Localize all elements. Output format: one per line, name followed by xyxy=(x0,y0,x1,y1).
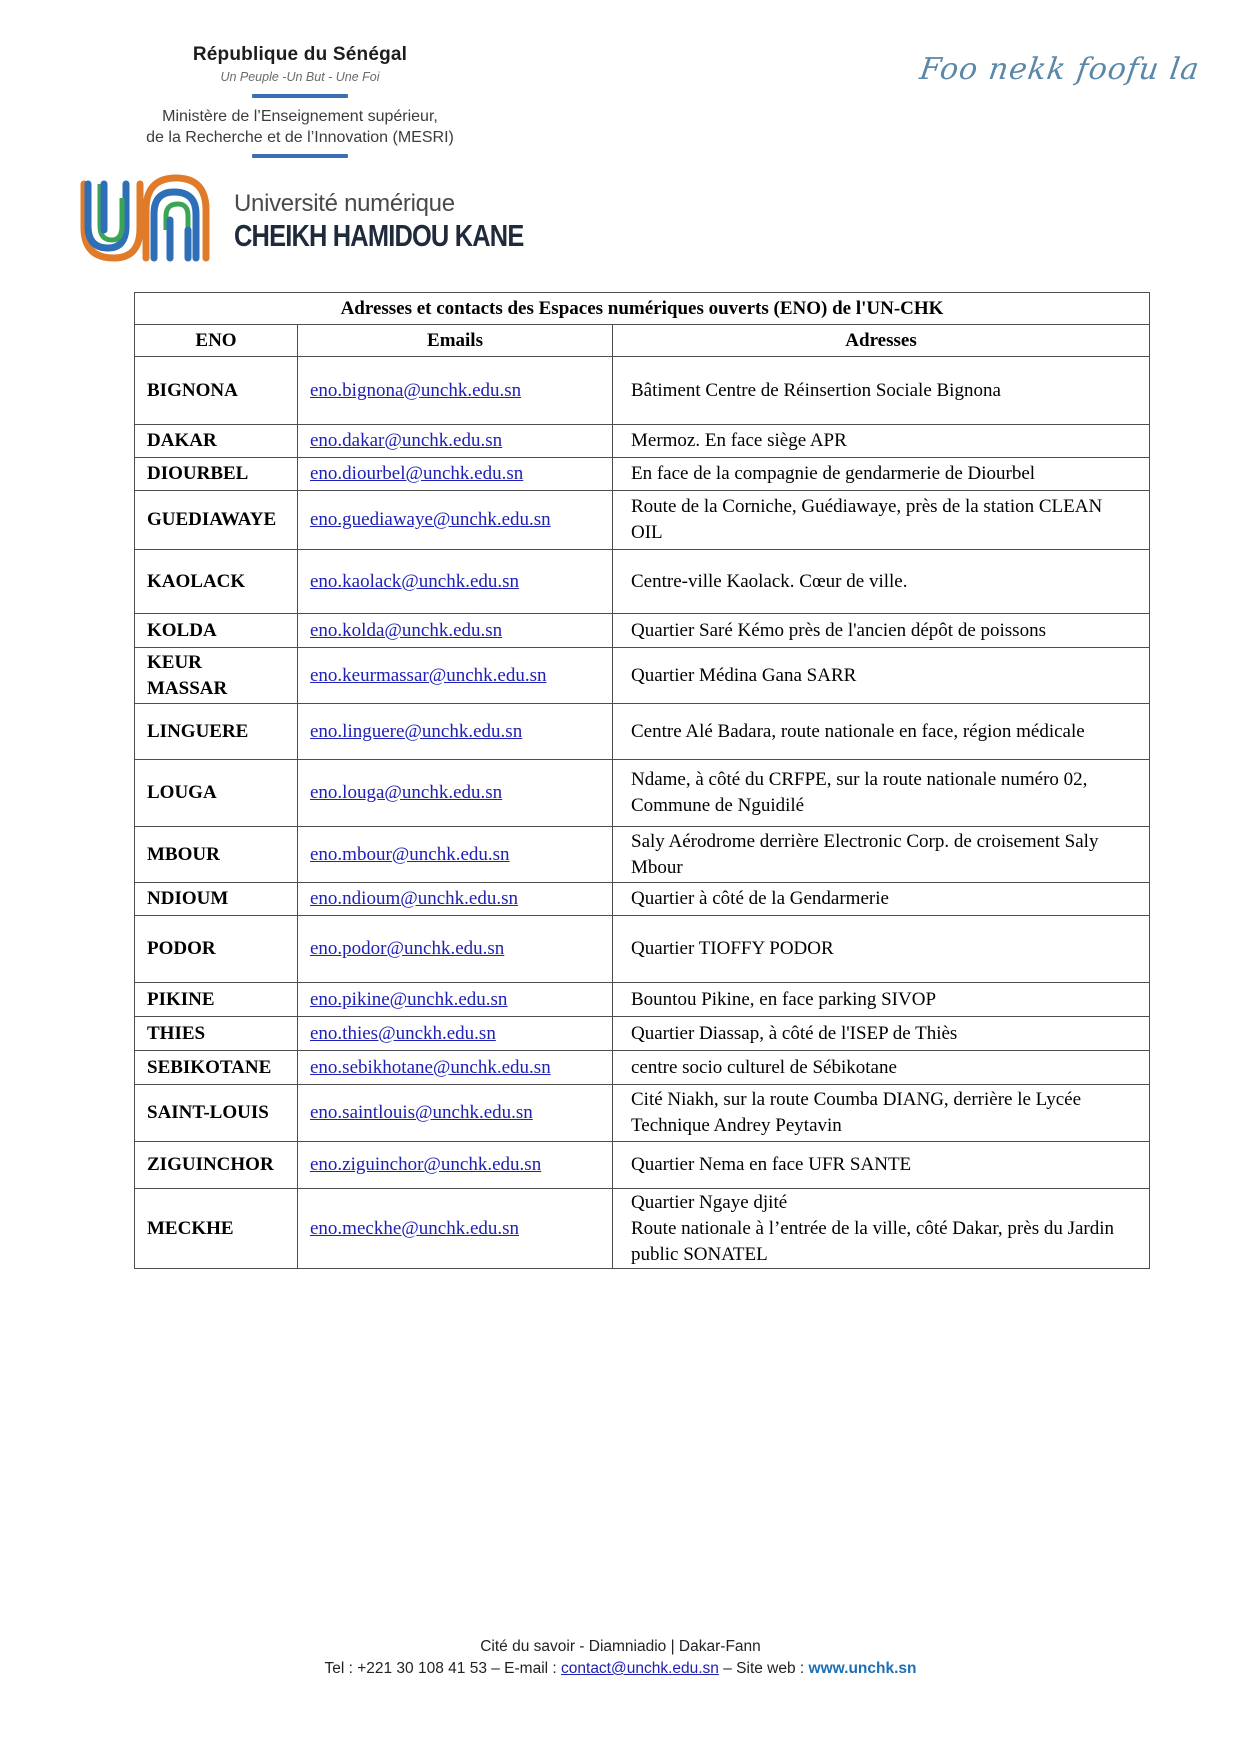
table-row xyxy=(135,704,1150,760)
email-link[interactable]: eno.kaolack@unchk.edu.sn xyxy=(310,570,520,592)
email-link[interactable]: eno.pikine@unchk.edu.sn xyxy=(310,988,508,1010)
footer xyxy=(0,1636,1241,1680)
table-row xyxy=(135,983,1150,1017)
address-cell xyxy=(613,1189,1150,1269)
email-link[interactable]: eno.meckhe@unchk.edu.sn xyxy=(310,1217,520,1239)
table-row xyxy=(135,648,1150,704)
eno-name: NDIOUM xyxy=(135,883,298,916)
table-row xyxy=(135,491,1150,550)
footer-email-link[interactable]: contact@unchk.edu.sn xyxy=(561,1660,719,1677)
eno-name: ZIGUINCHOR xyxy=(135,1142,298,1189)
footer-contact-line xyxy=(0,1658,1241,1680)
address-line: Quartier Diassap, à côté de l'ISEP de Thiès xyxy=(631,1022,958,1044)
address-cell xyxy=(613,1051,1150,1085)
address-cell xyxy=(613,491,1150,550)
divider xyxy=(252,154,348,158)
address-cell xyxy=(613,1142,1150,1189)
table-body xyxy=(135,357,1150,1269)
table-row xyxy=(135,357,1150,425)
national-motto: Un Peuple -Un But - Une Foi xyxy=(220,70,380,84)
email-link[interactable]: eno.louga@unchk.edu.sn xyxy=(310,782,503,803)
column-header-addresses: Adresses xyxy=(613,325,1150,357)
address-cell xyxy=(613,648,1150,704)
address-line: Ndame, à côté du CRFPE, sur la route nationale numéro 02, Commune de Nguidilé xyxy=(631,769,1088,816)
table-row xyxy=(135,883,1150,916)
email-link[interactable]: eno.bignona@unchk.edu.sn xyxy=(310,379,522,401)
email-cell xyxy=(298,827,613,883)
email-cell xyxy=(298,357,613,425)
table-row xyxy=(135,916,1150,983)
divider xyxy=(252,94,348,98)
email-link[interactable]: eno.linguere@unchk.edu.sn xyxy=(310,720,523,742)
address-line: Quartier TIOFFY PODOR xyxy=(631,938,834,959)
address-line: En face de la compagnie de gendarmerie de Diourbel xyxy=(631,463,1036,484)
address-line: Route nationale à l’entrée de la ville, côté Dakar, près du Jardin public SONATEL xyxy=(631,1217,1115,1265)
email-link[interactable]: eno.kolda@unchk.edu.sn xyxy=(310,619,503,641)
footer-tel: Tel : +221 30 108 41 53 – E-mail : xyxy=(324,1660,562,1677)
eno-name: LINGUERE xyxy=(135,704,298,760)
address-cell xyxy=(613,550,1150,614)
footer-website-link[interactable]: www.unchk.sn xyxy=(808,1660,917,1677)
email-link[interactable]: eno.guediawaye@unchk.edu.sn xyxy=(310,509,551,530)
address-cell xyxy=(613,1017,1150,1051)
column-header-eno: ENO xyxy=(135,325,298,357)
address-line: Route de la Corniche, Guédiawaye, près de la station CLEAN OIL xyxy=(631,496,1103,543)
eno-name: LOUGA xyxy=(135,760,298,827)
table-row xyxy=(135,425,1150,458)
email-link[interactable]: eno.thies@unckh.edu.sn xyxy=(310,1022,496,1044)
address-cell xyxy=(613,458,1150,491)
email-cell xyxy=(298,1142,613,1189)
footer-site-label: – Site web : xyxy=(718,1660,809,1677)
email-link[interactable]: eno.diourbel@unchk.edu.sn xyxy=(310,463,524,484)
address-cell xyxy=(613,614,1150,648)
table-row xyxy=(135,1085,1150,1142)
government-header xyxy=(110,44,490,158)
address-line: Centre Alé Badara, route nationale en face, région médicale xyxy=(631,720,1085,742)
address-line: Quartier à côté de la Gendarmerie xyxy=(631,888,889,909)
email-cell xyxy=(298,425,613,458)
email-cell xyxy=(298,1085,613,1142)
eno-name: KAOLACK xyxy=(135,550,298,614)
email-cell xyxy=(298,1017,613,1051)
address-cell xyxy=(613,1085,1150,1142)
address-cell xyxy=(613,704,1150,760)
table-row xyxy=(135,1142,1150,1189)
address-line: Cité Niakh, sur la route Coumba DIANG, derrière le Lycée Technique Andrey Peytavin xyxy=(631,1089,1082,1136)
eno-name: GUEDIAWAYE xyxy=(135,491,298,550)
table-row xyxy=(135,1017,1150,1051)
address-cell xyxy=(613,916,1150,983)
eno-name: SAINT-LOUIS xyxy=(135,1085,298,1142)
email-link[interactable]: eno.dakar@unchk.edu.sn xyxy=(310,430,503,451)
address-line: Quartier Saré Kémo près de l'ancien dépôt de poissons xyxy=(631,619,1046,641)
eno-name: THIES xyxy=(135,1017,298,1051)
email-link[interactable]: eno.ziguinchor@unchk.edu.sn xyxy=(310,1154,542,1175)
eno-name: KOLDA xyxy=(135,614,298,648)
address-cell xyxy=(613,983,1150,1017)
email-link[interactable]: eno.ndioum@unchk.edu.sn xyxy=(310,888,518,909)
address-line: centre socio culturel de Sébikotane xyxy=(631,1056,897,1078)
republic-name: République du Sénégal xyxy=(192,44,408,65)
eno-name: PIKINE xyxy=(135,983,298,1017)
email-cell xyxy=(298,983,613,1017)
eno-name: PODOR xyxy=(135,916,298,983)
ministry-line-1: Ministère de l’Enseignement supérieur, xyxy=(162,108,438,125)
email-link[interactable]: eno.keurmassar@unchk.edu.sn xyxy=(310,664,547,686)
table-title: Adresses et contacts des Espaces numériques ouverts (ENO) de l'UN-CHK xyxy=(135,293,1150,325)
address-cell xyxy=(613,357,1150,425)
address-line: Quartier Médina Gana SARR xyxy=(631,664,857,686)
email-link[interactable]: eno.sebikhotane@unchk.edu.sn xyxy=(310,1056,551,1078)
address-cell xyxy=(613,827,1150,883)
email-cell xyxy=(298,1189,613,1269)
address-line: Quartier Ngaye djité xyxy=(631,1191,788,1213)
address-line: Bâtiment Centre de Réinsertion Sociale Bignona xyxy=(631,379,1001,401)
email-cell xyxy=(298,550,613,614)
un-logo-icon xyxy=(74,170,224,266)
eno-name: DAKAR xyxy=(135,425,298,458)
table-row xyxy=(135,458,1150,491)
address-line: Mermoz. En face siège APR xyxy=(631,430,847,451)
address-line: Saly Aérodrome derrière Electronic Corp. de croisement Saly Mbour xyxy=(631,830,1099,878)
table-row xyxy=(135,760,1150,827)
table-row xyxy=(135,1051,1150,1085)
university-name-line-2: CHEIKH HAMIDOU KANE xyxy=(234,218,524,253)
address-line: Bountou Pikine, en face parking SIVOP xyxy=(631,988,937,1010)
eno-name: KEUR MASSAR xyxy=(135,648,298,704)
email-cell xyxy=(298,1051,613,1085)
table-row xyxy=(135,827,1150,883)
address-line: Centre-ville Kaolack. Cœur de ville. xyxy=(631,570,908,592)
email-cell xyxy=(298,704,613,760)
email-cell xyxy=(298,614,613,648)
table-row xyxy=(135,614,1150,648)
email-link[interactable]: eno.podor@unchk.edu.sn xyxy=(310,938,505,959)
footer-address: Cité du savoir - Diamniadio | Dakar-Fann xyxy=(480,1638,761,1655)
university-logo xyxy=(74,170,524,270)
email-cell xyxy=(298,491,613,550)
slogan: Foo nekk foofu la xyxy=(917,52,1202,87)
address-cell xyxy=(613,883,1150,916)
address-cell xyxy=(613,425,1150,458)
email-cell xyxy=(298,648,613,704)
eno-name: DIOURBEL xyxy=(135,458,298,491)
ministry-line-2: de la Recherche et de l’Innovation (MESRI) xyxy=(146,129,454,146)
address-cell xyxy=(613,760,1150,827)
eno-name: SEBIKOTANE xyxy=(135,1051,298,1085)
email-cell xyxy=(298,883,613,916)
address-line: Quartier Nema en face UFR SANTE xyxy=(631,1154,912,1175)
eno-contacts-table xyxy=(134,292,1150,1269)
table-row xyxy=(135,550,1150,614)
column-header-emails: Emails xyxy=(298,325,613,357)
email-link[interactable]: eno.saintlouis@unchk.edu.sn xyxy=(310,1102,533,1123)
university-name-line-1: Université numérique xyxy=(234,190,455,217)
eno-name: MBOUR xyxy=(135,827,298,883)
email-cell xyxy=(298,458,613,491)
email-link[interactable]: eno.mbour@unchk.edu.sn xyxy=(310,843,510,865)
table-row xyxy=(135,1189,1150,1269)
eno-name: BIGNONA xyxy=(135,357,298,425)
eno-name: MECKHE xyxy=(135,1189,298,1269)
email-cell xyxy=(298,916,613,983)
email-cell xyxy=(298,760,613,827)
